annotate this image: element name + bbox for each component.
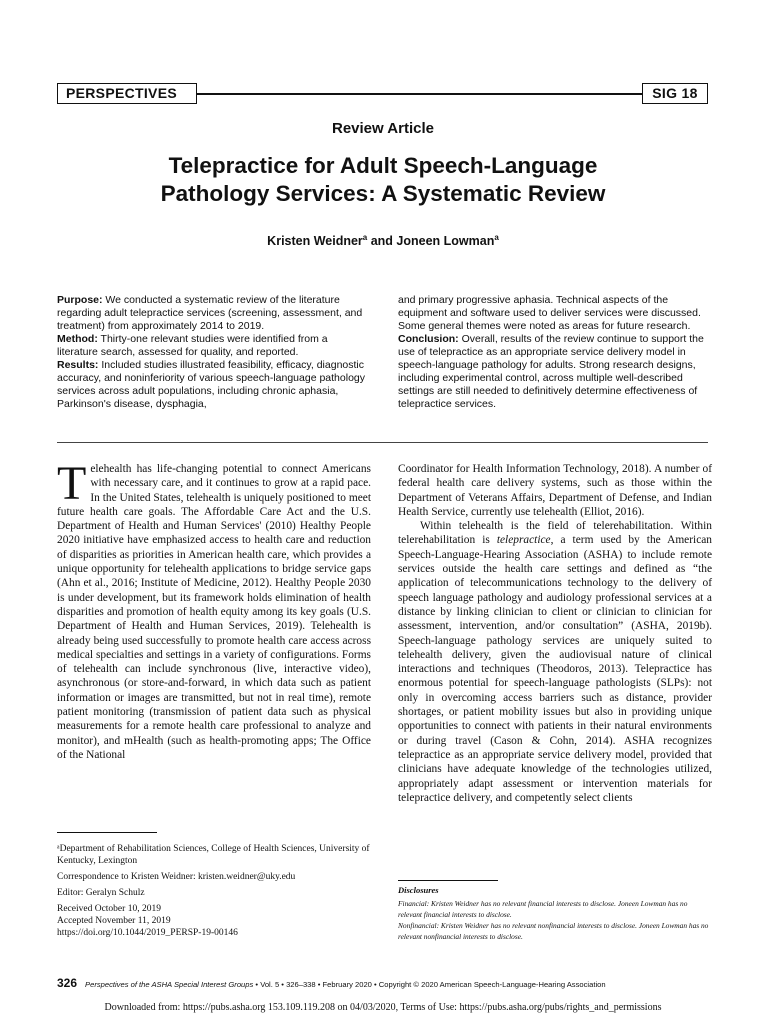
body-right-column: [398, 462, 712, 805]
header-bar: [57, 83, 708, 104]
author-conjunction: and: [367, 234, 397, 249]
conclusion-text: Overall, results of the review continue to support the use of telepractice as an appropriate service delivery model in speech-language pathology for adults. Strong research designs, including experimental control, across multiple well-described settings are still needed to definitively determine effectiveness of telepractice services.: [398, 333, 704, 410]
body-paragraph: [398, 519, 712, 805]
results-continued: and primary progressive aphasia. Technical aspects of the equipment and software used to deliver services were discussed. Some general themes were noted as areas for future research.: [398, 294, 701, 332]
article-type: Review Article: [332, 120, 434, 137]
purpose-text: We conducted a systematic review of the literature regarding adult telepractice services (screening, assessment, and treatment) from approximately 2014 to 2019.: [57, 294, 363, 332]
author-name: Kristen Weidner: [267, 234, 363, 249]
method-text: Thirty-one relevant studies were identified from a literature search, assessed for quality, and reported.: [57, 333, 328, 358]
conclusion-label: Conclusion:: [398, 333, 459, 345]
abstract-divider: [57, 442, 708, 443]
page-footer: [57, 976, 717, 990]
editor-note: Editor: Geralyn Schulz: [57, 888, 145, 898]
nonfinancial-disclosure: Nonfinancial: Kristen Weidner has no relevant nonfinancial interests to disclose. Joneen Lowman has no relevant nonfinancial interests to disclose.: [398, 921, 709, 941]
disclosures: [398, 885, 712, 942]
body-left-column: [57, 457, 371, 762]
section-label: PERSPECTIVES: [57, 83, 197, 104]
purpose-label: Purpose:: [57, 294, 103, 306]
paragraph-text: , a term used by the American Speech-Language-Hearing Association (ASHA) to include remote services outside the health care settings and defined as “the application of telecommunications technology to the delivery of speech language pathology and audiology professional services at a distance by linking clinician to client or clinician to clinician for assessment, intervention, and/or consultation” (ASHA, 2019b). Speech-language pathology services are uniquely suited to telehealth delivery, given the audiovisual nature of clinical interactions and techniques (Theodoros, 2013). Telepractice has enormous potential for speech-language pathologists (SLPs): not only in overcoming access barriers such as distance, provider shortages, or patient mobility issues but also in providing unique opportunities to connect with patients in their natural environments or during travel (Cason & Cohn, 2014). ASHA recognizes telepractice as an appropriate service delivery model, provided that clinicians have adequate knowledge of the technologies utilized, appropriately adapt assessment or intervention materials for telepractice delivery, and competently select clients: [398, 534, 712, 804]
article-title: [83, 152, 683, 208]
footnotes: [57, 843, 377, 939]
affiliation-mark: a: [362, 233, 368, 242]
body-paragraph: Coordinator for Health Information Technology, 2018). A number of federal health care delivery systems, such as those within the Department of Veterans Affairs, Department of Defense, and Indian Health Service, currently use telehealth (Elliot, 2016).: [398, 463, 712, 518]
paragraph-text: Within telehealth is the field of telerehabilitation. Within telerehabilitation is: [398, 520, 712, 547]
abstract-method: [57, 333, 371, 359]
abstract-right-column: [398, 294, 712, 411]
abstract-results: [57, 359, 371, 411]
abstract-conclusion: [398, 333, 712, 411]
results-text: Included studies illustrated feasibility, efficacy, diagnostic accuracy, and noninferiority of various speech-language pathology services across adult populations, including chronic aphasia, Parkinson's disease, dysphagia,: [57, 359, 365, 410]
results-label: Results:: [57, 359, 99, 371]
affiliation-mark: a: [494, 233, 499, 242]
author-list: [0, 233, 766, 248]
sig-label: SIG 18: [642, 83, 708, 104]
accepted-date: Accepted November 11, 2019: [57, 916, 171, 926]
abstract-left-column: [57, 294, 371, 411]
received-date: Received October 10, 2019: [57, 904, 161, 914]
disclosures-rule: [398, 880, 498, 881]
drop-cap: T: [57, 457, 87, 510]
financial-disclosure: Financial: Kristen Weidner has no relevant financial interests to disclose. Joneen Lowman has no relevant financial interests to disclose.: [398, 899, 688, 919]
journal-name: Perspectives of the ASHA Special Interest Groups: [85, 980, 254, 989]
title-line-2: Pathology Services: A Systematic Review: [160, 181, 606, 206]
author-name: Joneen Lowman: [396, 234, 495, 249]
paragraph-text: elehealth has life-changing potential to connect Americans with necessary care, and it continues to grow at a rapid pace. In the United States, telehealth is uniquely positioned to meet future health care goals. The Affordable Care Act and the U.S. Department of Health and Human Services' (2010) Healthy People 2020 initiative have emphasized access to health care and reduction of disparities as priorities in American health care, which provides a unique opportunity for telehealth applications to bridge service gaps (Ahn et al., 2016; Institute of Medicine, 2012). Healthy People 2030 is under development, but its framework holds elimination of health disparities and promotion of health equity among its key goals (U.S. Department of Health and Human Services, 2019). Telehealth is already being used successfully to promote health care access across medical specialties and settings in a variety of configurations. Forms of telehealth can include synchronous (live, interactive video), asynchronous (or store-and-forward, in which data such as patient information or images are transmitted, but not in real time), remote patient monitoring (transmission of patient data such as physical measurements for a remote health care professional to analyze and monitor), and mHealth (such as health-promoting apps; The Office of the National: [57, 463, 371, 761]
page-number: 326: [57, 976, 78, 990]
footnote-rule: [57, 832, 157, 833]
doi-link[interactable]: https://doi.org/10.1044/2019_PERSP-19-00146: [57, 928, 238, 938]
affiliation-note: ᵃDepartment of Rehabilitation Sciences, College of Health Sciences, University of Kentucky, Lexington: [57, 844, 370, 866]
disclosures-heading: Disclosures: [398, 885, 439, 895]
abstract-purpose: [57, 294, 371, 333]
correspondence-note: Correspondence to Kristen Weidner: kristen.weidner@uky.edu: [57, 872, 296, 882]
title-line-1: Telepractice for Adult Speech-Language: [168, 153, 598, 178]
method-label: Method:: [57, 333, 98, 345]
journal-details: • Vol. 5 • 326–338 • February 2020 • Copyright © 2020 American Speech-Language-Hearing Association: [253, 980, 606, 989]
emphasized-term: telepractice: [496, 534, 551, 547]
download-notice: Downloaded from: https://pubs.asha.org 153.109.119.208 on 04/03/2020, Terms of Use: https://pubs.asha.org/pubs/rights_and_permissions: [104, 1002, 662, 1013]
body-paragraph: [57, 457, 371, 762]
